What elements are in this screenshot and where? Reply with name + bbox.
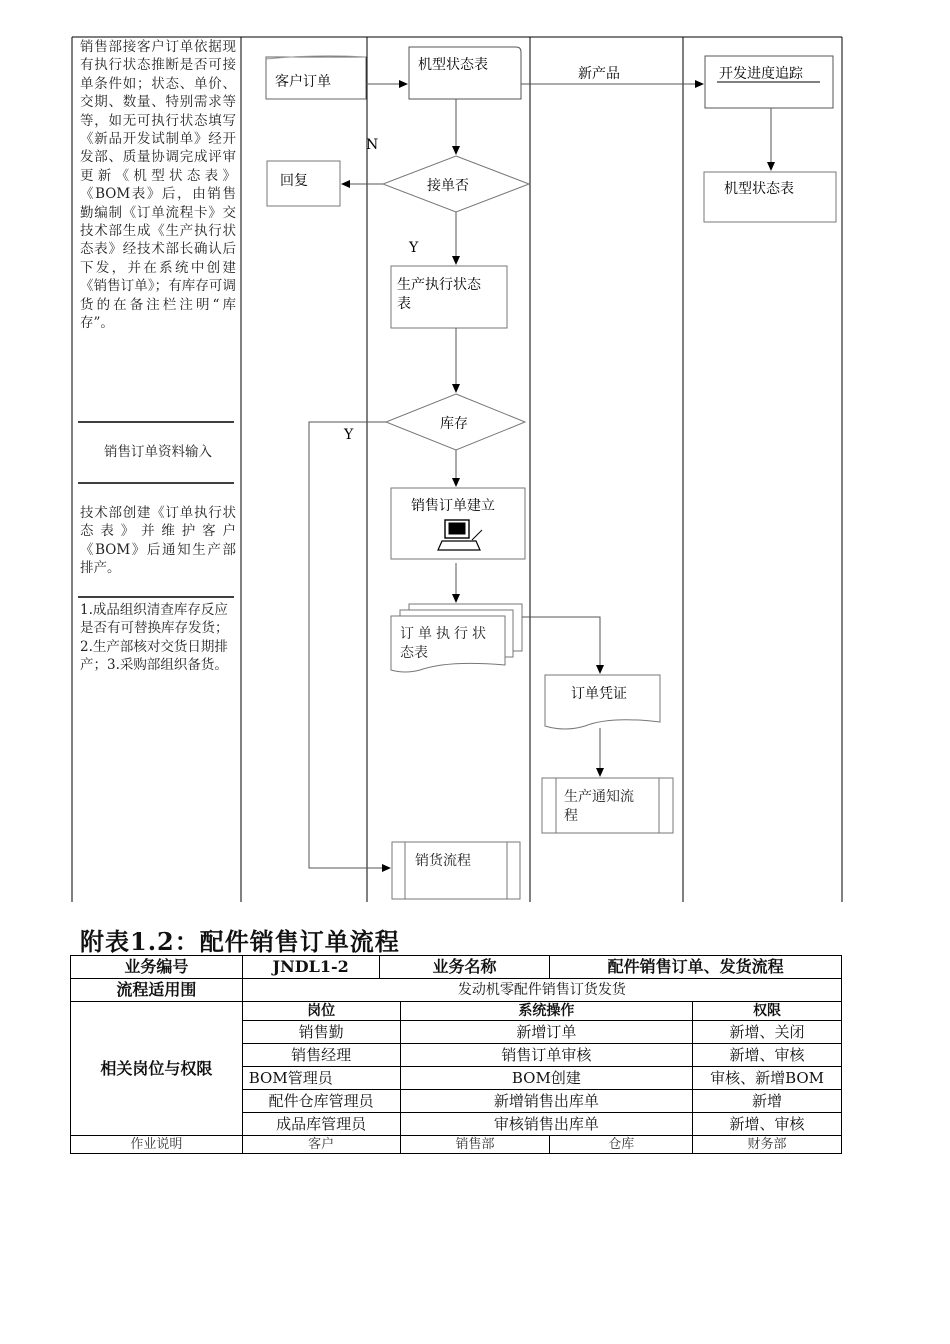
- header-post: 岗位: [242, 1002, 400, 1021]
- process-info-table: [70, 955, 842, 1154]
- sales-flow-label: 销货流程: [415, 853, 471, 869]
- perm-cell: 审核、新增BOM: [693, 1067, 842, 1090]
- note-order-intake: 销售部接客户订单依据现有执行状态推断是否可接单条件如；状态、单价、交期、数量、特别需求等等，如无可执行状态填写《新品开发试制单》经开发部、质量协调完成评审更新《机型状态表》《BOM表》后，由销售勤编制《订单流程卡》交技术部生成《生产执行状态表》经技术部长确认后下发，并在系统中创建《销售订单》；有库存可调货的在备注栏注明“库存”。: [80, 39, 236, 332]
- customer-order-label: 客户订单: [275, 74, 331, 90]
- no-label: N: [366, 137, 379, 153]
- accept-decision-label: 接单否: [427, 178, 469, 194]
- prod-notice-label-1: 生产通知流: [564, 789, 634, 805]
- biz-no-label: 业务编号: [71, 956, 243, 979]
- dev-tracking-box: [705, 56, 833, 108]
- perm-cell: 新增、审核: [693, 1044, 842, 1067]
- new-product-label: 新产品: [578, 66, 620, 82]
- accept-decision: [383, 156, 529, 212]
- perm-cell: 新增: [693, 1090, 842, 1113]
- post-cell: 配件仓库管理员: [242, 1090, 400, 1113]
- order-voucher-label: 订单凭证: [571, 686, 627, 702]
- table-row: [71, 1002, 842, 1021]
- perm-cell: 新增、审核: [693, 1113, 842, 1136]
- page-title: 附表1.2：配件销售订单流程: [80, 927, 400, 956]
- dev-tracking-label: 开发进度追踪: [719, 66, 803, 82]
- order-exec-label-2: 态表: [400, 645, 428, 661]
- order-exec-label-1: 订单执行状: [400, 626, 490, 642]
- perm-cell: 新增、关闭: [693, 1021, 842, 1044]
- scope-value: 发动机零配件销售订货发货: [242, 979, 841, 1002]
- post-cell: 销售勤: [242, 1021, 400, 1044]
- op-cell: 销售订单审核: [400, 1044, 693, 1067]
- sales-order-create-label: 销售订单建立: [411, 498, 495, 514]
- table-row: [71, 1136, 842, 1154]
- yes-label-1: Y: [409, 240, 419, 256]
- yes-label-2: Y: [344, 427, 354, 443]
- biz-name: 配件销售订单、发货流程: [550, 956, 842, 979]
- stock-decision-label: 库存: [440, 416, 468, 432]
- reply-label: 回复: [280, 173, 308, 189]
- roles-label: 相关岗位与权限: [71, 1002, 243, 1136]
- sales-flow-box: [392, 842, 520, 899]
- post-cell: 成品库管理员: [242, 1113, 400, 1136]
- op-cell: 新增销售出库单: [400, 1090, 693, 1113]
- stock-decision: [386, 394, 525, 450]
- model-status-label-1: 机型状态表: [418, 57, 488, 73]
- prod-notice-box: [542, 778, 673, 833]
- connectors: [309, 84, 771, 868]
- note-order-input: 销售订单资料输入: [104, 444, 212, 460]
- op-cell: 审核销售出库单: [400, 1113, 693, 1136]
- foot-cell: 财务部: [693, 1136, 842, 1154]
- header-op: 系统操作: [400, 1002, 693, 1021]
- foot-cell: 仓库: [550, 1136, 693, 1154]
- note-tech-dept: 技术部创建《订单执行状态表》并维护客户《BOM》后通知生产部排产。: [80, 505, 236, 577]
- scope-label: 流程适用围: [71, 979, 243, 1002]
- biz-no: JNDL1-2: [242, 956, 379, 979]
- order-exec-status-box: [391, 604, 522, 672]
- order-voucher-box: [545, 675, 660, 729]
- post-cell: 销售经理: [242, 1044, 400, 1067]
- table-row: [71, 979, 842, 1002]
- foot-cell: 客户: [242, 1136, 400, 1154]
- prod-status-box: [391, 266, 507, 328]
- biz-name-label: 业务名称: [379, 956, 550, 979]
- reply-box: [267, 161, 340, 206]
- op-cell: 新增订单: [400, 1021, 693, 1044]
- foot-cell: 作业说明: [71, 1136, 243, 1154]
- table-row: [71, 956, 842, 979]
- header-perm: 权限: [693, 1002, 842, 1021]
- op-cell: BOM创建: [400, 1067, 693, 1090]
- model-status-box-1: [409, 47, 521, 99]
- model-status-box-2: [704, 172, 836, 222]
- post-cell: BOM管理员: [242, 1067, 400, 1090]
- sales-order-create-box: [391, 488, 525, 559]
- prod-notice-label-2: 程: [564, 808, 578, 824]
- foot-cell: 销售部: [400, 1136, 550, 1154]
- prod-status-label-1: 生产执行状态: [397, 277, 481, 293]
- customer-order-box: [266, 56, 366, 99]
- note-stock-check: 1.成品组织清查库存反应是否有可替换库存发货；2.生产部核对交货日期排产；3.采购部组织备货。: [80, 602, 229, 674]
- model-status-label-2: 机型状态表: [724, 181, 794, 197]
- prod-status-label-2: 表: [397, 296, 411, 312]
